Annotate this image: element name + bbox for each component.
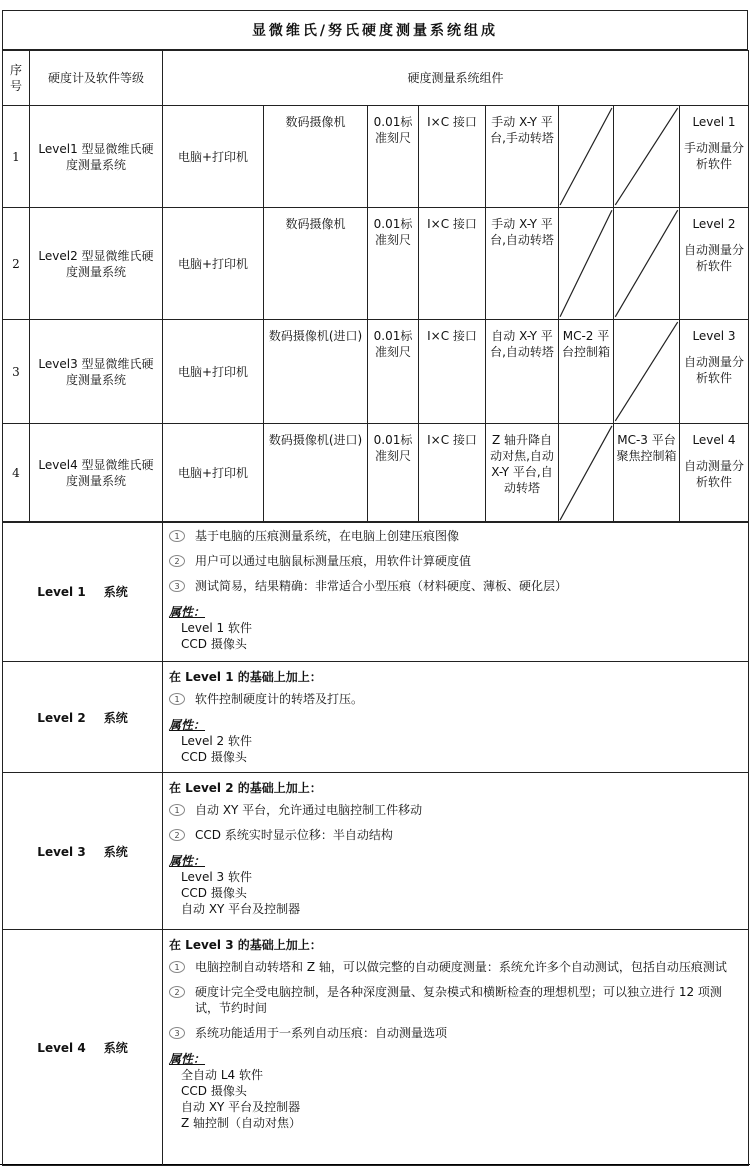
empty-cell: [559, 208, 614, 320]
attribute-item: 自动 XY 平台及控制器: [181, 902, 301, 916]
row-interface: I×C 接口: [419, 208, 486, 320]
item-number: 1: [169, 530, 185, 542]
item-text: 软件控制硬度计的转塔及打压。: [195, 692, 364, 706]
feature-item: [169, 959, 744, 975]
attributes-list: [169, 733, 744, 765]
row-stage: Z 轴升降自动对焦,自动 X-Y 平台,自动转塔: [486, 424, 559, 523]
feature-item: [169, 827, 744, 843]
attributes-label: 属性：: [169, 718, 206, 732]
row-software: [680, 424, 749, 523]
row-mc2-box: MC-2 平台控制箱: [559, 320, 614, 424]
row-camera: 数码摄像机: [264, 106, 368, 208]
level-name: Level 4: [37, 1041, 86, 1055]
level-title: [3, 773, 163, 930]
item-number: 3: [169, 1027, 185, 1039]
item-text: 系统功能适用于一系列自动压痕：自动测量选项: [195, 1026, 448, 1040]
empty-cell: [614, 320, 680, 424]
level-description: [163, 522, 749, 662]
row-software: [680, 208, 749, 320]
row-level-name: Level3 型显微维氏硬度测量系统: [30, 320, 163, 424]
attribute-item: 全自动 L4 软件: [181, 1068, 263, 1082]
item-number: 2: [169, 986, 185, 998]
empty-cell-diagonal: [614, 106, 679, 207]
row-stage: 手动 X-Y 平台,手动转塔: [486, 106, 559, 208]
row-scale: 0.01标准刻尺: [368, 106, 419, 208]
empty-cell: [614, 208, 680, 320]
row-camera: 数码摄像机(进口): [264, 320, 368, 424]
item-number: 2: [169, 555, 185, 567]
row-pc: 电脑+打印机: [163, 424, 264, 523]
software-description: 自动测量分析软件: [684, 459, 745, 489]
row-level-name: Level4 型显微维氏硬度测量系统: [30, 424, 163, 523]
software-description: 自动测量分析软件: [684, 243, 745, 273]
level-row: [3, 522, 749, 662]
row-level-name: Level1 型显微维氏硬度测量系统: [30, 106, 163, 208]
feature-item: [169, 802, 744, 818]
page-title: 显微维氏/努氏硬度测量系统组成: [2, 10, 748, 50]
row-camera: 数码摄像机(进口): [264, 424, 368, 523]
row-interface: I×C 接口: [419, 320, 486, 424]
component-row: [3, 106, 749, 208]
software-level: Level 1: [692, 115, 736, 129]
level-title: [3, 522, 163, 662]
row-number: 1: [3, 106, 30, 208]
attributes-list: [169, 620, 744, 652]
empty-cell: [559, 106, 614, 208]
row-scale: 0.01标准刻尺: [368, 424, 419, 523]
item-text: 硬度计完全受电脑控制，是各种深度测量、复杂模式和横断检查的理想机型；可以独立进行 12 项测试，节约时间: [195, 985, 722, 1015]
level-row: [3, 662, 749, 773]
level-name: Level 1: [37, 585, 86, 599]
feature-item: [169, 553, 744, 569]
feature-item: [169, 984, 744, 1016]
row-camera: 数码摄像机: [264, 208, 368, 320]
row-software: [680, 320, 749, 424]
empty-cell-diagonal: [559, 424, 613, 522]
item-number: 1: [169, 693, 185, 705]
level-row: [3, 930, 749, 1166]
software-level: Level 3: [692, 329, 736, 343]
attributes-list: [169, 1067, 744, 1131]
attributes-label: 属性：: [169, 854, 206, 868]
row-stage: 手动 X-Y 平台,自动转塔: [486, 208, 559, 320]
row-level-name: Level2 型显微维氏硬度测量系统: [30, 208, 163, 320]
level-intro: 在 Level 3 的基础上加上：: [169, 938, 322, 952]
row-stage: 自动 X-Y 平台,自动转塔: [486, 320, 559, 424]
feature-item: [169, 528, 744, 544]
components-table: [2, 50, 749, 523]
attributes-label: 属性：: [169, 605, 206, 619]
item-text: 测试简易，结果精确：非常适合小型压痕（材料硬度、薄板、硬化层）: [195, 579, 568, 593]
header-components: 硬度测量系统组件: [163, 51, 749, 106]
item-number: 1: [169, 961, 185, 973]
attribute-item: CCD 摄像头: [181, 1084, 247, 1098]
empty-cell: [614, 106, 680, 208]
feature-item: [169, 578, 744, 594]
item-text: 基于电脑的压痕测量系统，在电脑上创建压痕图像: [195, 529, 460, 543]
feature-item: [169, 1025, 744, 1041]
level-title: [3, 662, 163, 773]
level-description: [163, 930, 749, 1166]
software-level: Level 4: [692, 433, 736, 447]
level-description: [163, 773, 749, 930]
header-level: 硬度计及软件等级: [30, 51, 163, 106]
level-title: [3, 930, 163, 1166]
empty-cell-diagonal: [614, 208, 679, 319]
attribute-item: Level 3 软件: [181, 870, 252, 884]
row-scale: 0.01标准刻尺: [368, 208, 419, 320]
row-scale: 0.01标准刻尺: [368, 320, 419, 424]
empty-cell-diagonal: [559, 106, 613, 207]
component-row: [3, 208, 749, 320]
attribute-item: CCD 摄像头: [181, 637, 247, 651]
item-number: 2: [169, 829, 185, 841]
item-text: 用户可以通过电脑鼠标测量压痕，用软件计算硬度值: [195, 554, 472, 568]
item-text: 自动 XY 平台，允许通过电脑控制工件移动: [195, 803, 423, 817]
row-number: 3: [3, 320, 30, 424]
item-number: 1: [169, 804, 185, 816]
attribute-item: Level 1 软件: [181, 621, 252, 635]
software-description: 手动测量分析软件: [684, 141, 745, 171]
component-row: [3, 320, 749, 424]
item-number: 3: [169, 580, 185, 592]
attributes-list: [169, 869, 744, 917]
row-interface: I×C 接口: [419, 106, 486, 208]
feature-item: [169, 691, 744, 707]
header-seq: 序号: [3, 51, 30, 106]
level-name: Level 3: [37, 844, 86, 859]
level-intro: 在 Level 1 的基础上加上：: [169, 670, 322, 684]
levels-table: [2, 521, 749, 1166]
attribute-item: CCD 摄像头: [181, 750, 247, 764]
attribute-item: CCD 摄像头: [181, 886, 247, 900]
row-pc: 电脑+打印机: [163, 106, 264, 208]
level-suffix: 系统: [103, 1041, 128, 1055]
level-suffix: 系统: [103, 710, 128, 725]
level-row: [3, 773, 749, 930]
empty-cell-diagonal: [614, 320, 679, 423]
row-number: 4: [3, 424, 30, 523]
software-level: Level 2: [692, 217, 736, 231]
row-mc3-box: MC-3 平台聚焦控制箱: [614, 424, 680, 523]
level-name: Level 2: [37, 710, 86, 725]
level-suffix: 系统: [103, 844, 128, 859]
empty-cell: [559, 424, 614, 523]
level-suffix: 系统: [103, 585, 128, 599]
level-intro: 在 Level 2 的基础上加上：: [169, 781, 322, 795]
item-text: CCD 系统实时显示位移：半自动结构: [195, 828, 393, 842]
level-description: [163, 662, 749, 773]
attributes-label: 属性：: [169, 1052, 206, 1066]
row-interface: I×C 接口: [419, 424, 486, 523]
attribute-item: Level 2 软件: [181, 734, 252, 748]
row-pc: 电脑+打印机: [163, 320, 264, 424]
empty-cell-diagonal: [559, 208, 613, 319]
software-description: 自动测量分析软件: [684, 355, 745, 385]
row-pc: 电脑+打印机: [163, 208, 264, 320]
component-row: [3, 424, 749, 523]
row-number: 2: [3, 208, 30, 320]
attribute-item: Z 轴控制（自动对焦）: [181, 1116, 302, 1130]
row-software: [680, 106, 749, 208]
item-text: 电脑控制自动转塔和 Z 轴，可以做完整的自动硬度测量：系统允许多个自动测试，包括自动压痕测试: [195, 960, 727, 974]
header-row: [3, 51, 749, 106]
attribute-item: 自动 XY 平台及控制器: [181, 1100, 301, 1114]
